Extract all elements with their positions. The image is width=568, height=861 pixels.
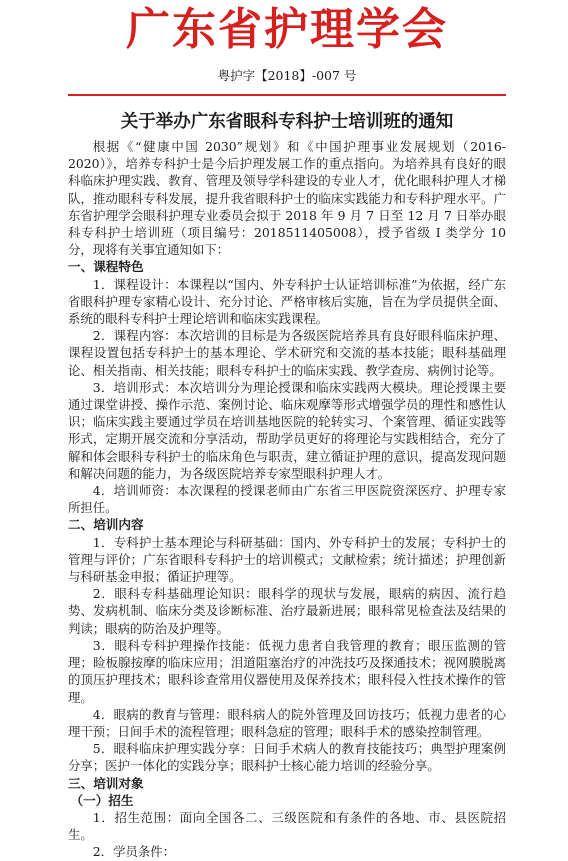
- letterhead-divider: [68, 94, 506, 96]
- training-content-item: 1．专科护士基本理论与科研基础：国内、外专科护士的发展；专科护士的管理与评价；广东省眼科专科护士的培训模式；文献检索；统计描述；护理创新与科研基金申报；循证护理等。: [68, 534, 506, 585]
- org-letterhead-title: 广东省护理学会: [126, 4, 448, 55]
- section-heading-training-targets: 三、培训对象: [68, 775, 144, 791]
- subsection-heading-enrollment: （一）招生: [70, 792, 134, 808]
- enrollment-item: 1．招生范围：面向全国各二、三级医院和有条件的各地、市、县医院招生。: [68, 809, 506, 843]
- notice-title: 关于举办广东省眼科专科护士培训班的通知: [120, 112, 454, 132]
- course-feature-item: 1．课程设计：本课程以“国内、外专科护士认证培训标准”为依据，经广东省眼科护理专家精心设计、充分讨论、严格审核后实施，旨在为学员提供全面、系统的眼科专科护士理论培训和临床实践课程。: [68, 276, 506, 327]
- training-content-item: 3．眼科专科护理操作技能：低视力患者自我管理的教育；眼压监测的管理；睑板腺按摩的临床应用；泪道阻塞治疗的冲洗技巧及探通技术；视网膜脱离的顶压护理技术；眼科诊查常用仪器使用及保养技术；眼科侵入性技术操作的管理。: [68, 637, 506, 705]
- intro-paragraph: 根据《“健康中国 2030”规划》和《中国护理事业发展规划（2016-2020）》，培养专科护士是今后护理发展工作的重点指向。为培养具有良好的眼科临床护理实践、教育、管理及领导学科建设的专业人才，优化眼科护理人才梯队，推动眼科专科发展，提升我省眼科护士的临床实践能力和专科护理水平。广东省护理学会眼科护理专业委员会拟于 2018 年 9 月 7 日至 12 月 7 日举办眼科专科护士培训班（项目编号：2018511405008），授予省级 I 类学分 10 分，现将有关事宜通知如下：: [68, 139, 506, 258]
- section-heading-training-content: 二、培训内容: [68, 517, 144, 533]
- enrollment-item: 2．学员条件：: [92, 844, 176, 860]
- course-feature-item: 4．培训师资：本次课程的授课老师由广东省三甲医院资深医疗、护理专家所担任。: [68, 483, 506, 516]
- document-number: 粤护字【2018】-007 号: [217, 68, 357, 83]
- section-heading-course-features: 一、课程特色: [68, 259, 144, 275]
- course-feature-item: 2．课程内容：本次培训的目标是为各级医院培养具有良好眼科临床护理、课程设置包括专科护士的基本理论、学术研究和交流的基本技能；眼科基础理论、相关指南、相关技能；眼科专科护士的临床实践、教学查房、病例讨论等。: [68, 328, 506, 378]
- training-content-item: 2．眼科专科基础理论知识：眼科学的现状与发展，眼病的病因、流行趋势、发病机制、临床分类及诊断标准、治疗最新进展；眼科常见检查法及结果的判读；眼病的防治及护理等。: [68, 586, 506, 636]
- training-content-item: 4．眼病的教育与管理：眼科病人的院外管理及回访技巧；低视力患者的心理干预；日间手术的流程管理；眼科急症的管理；眼科手术的感染控制管理。: [68, 706, 506, 739]
- training-content-item: 5．眼科临床护理实践分享：日间手术病人的教育技能技巧；典型护理案例分享；医护一体化的实践分享；眼科护士核心能力培训的经验分享。: [68, 741, 506, 774]
- course-feature-item: 3．培训形式：本次培训分为理论授课和临床实践两大模块。理论授课主要通过课堂讲授、操作示范、案例讨论、临床观摩等形式增强学员的理性和感性认识；临床实践主要通过学员在培训基地医院的轮转实习、个案管理、循证实践等形式，定期开展交流和分享活动，帮助学员更好的将理论与实践相结合，充分了解和体会眼科专科护士的临床角色与职责，建立循证护理的意识，提高发现问题和解决问题的能力，为各级医院培养专家型眼科护理人才。: [68, 379, 506, 481]
